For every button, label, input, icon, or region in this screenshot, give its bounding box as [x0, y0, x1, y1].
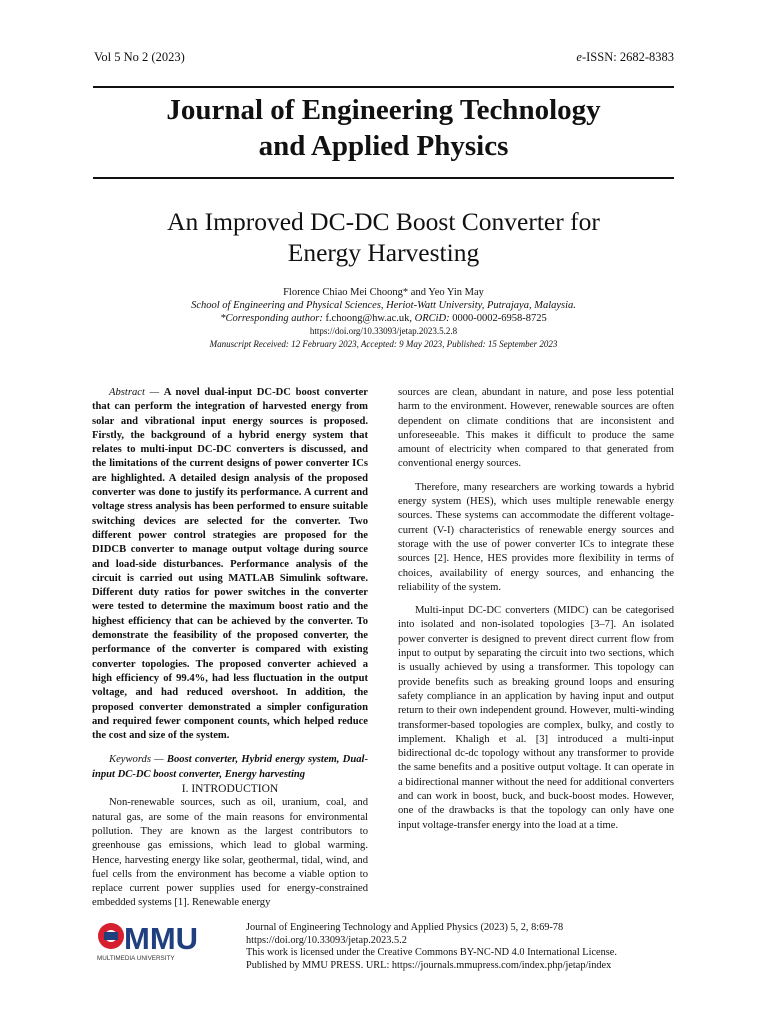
bottom-rule — [93, 177, 674, 179]
affiliation: School of Engineering and Physical Sciences, Heriot-Watt University, Putrajaya, Malaysia. — [191, 300, 576, 311]
journal-title-line1: Journal of Engineering Technology — [166, 94, 601, 126]
footer-citation: Journal of Engineering Technology and Applied Physics (2023) 5, 2, 8:69-78 — [246, 922, 564, 933]
issn-number: -ISSN: 2682-8383 — [581, 50, 674, 64]
top-rule — [93, 86, 674, 88]
abstract-text: A novel dual-input DC-DC boost converter that can perform the integration of harvested energy from solar and vibrational input energy sources is proposed. Firstly, the background of a hybrid energy system that relates to multi-input DC-DC converters is discussed, and the limitations of the current designs of power converter ICs are highlighted. A detailed design analysis of the proposed converter was done to justify its performance. A current and voltage stress analysis has been performed to ensure suitable switching devices are selected for the converter. Two different power control strategies are proposed for the DIDCB converter to manage output voltage during source and load-side disturbances. Performance analysis of the circuit is carried out using MATLAB Simulink software. Different duty ratios for power switches in the converter were tested to determine the maximum boost ratio and the highest efficiency that can be achieved by the converter. To demonstrate the feasibility of the proposed converter, the performance of the converter is compared with existing converter topologies. The proposed converter achieved a high efficiency of 99.4%, had less fluctuation in the output voltage, and had reduced overshoot. In addition, the proposed converter demonstrated a simpler configuration and required fewer component counts, which helped reduce the cost and size of the system. — [92, 387, 368, 742]
orcid-label: ORCiD: — [414, 313, 450, 324]
abstract-lead: Abstract — — [109, 387, 164, 398]
issn-info — [576, 50, 674, 65]
section-heading-introduction: I. INTRODUCTION — [181, 783, 279, 796]
article-title-line2: Energy Harvesting — [287, 238, 480, 267]
footer-license: This work is licensed under the Creative Commons BY-NC-ND 4.0 International License. — [246, 947, 617, 959]
journal-title-line2: and Applied Physics — [258, 130, 509, 162]
logo-wordmark: MMU — [124, 921, 199, 956]
orcid-id[interactable]: 0000-0002-6958-8725 — [449, 313, 547, 324]
corresponding-label: *Corresponding author: — [220, 313, 323, 324]
keywords-text: Boost converter, Hybrid energy system, Dual-input DC-DC boost converter, Energy harvesting — [92, 754, 368, 780]
keywords — [92, 753, 368, 782]
intro-paragraph-1-continued: sources are clean, abundant in nature, and pose less potential harm to the environment. However, renewable sources are often dependent on climate conditions that are inconsistent and unforeseeable. This makes it difficult to produce the same amount of electricity when compared to that generated from conventional energy sources. — [398, 387, 674, 470]
intro-paragraph-3: Multi-input DC-DC converters (MIDC) can be categorised into isolated and non-isolated topologies [3–7]. An isolated power converter is designed to prevent direct current flow from input to output by separating the circuit into two sections, which is usually achieved by using a transformer. This topology can provide benefits such as breaking ground loops and ensuring safety compliance in an application by having input and output return to their own independent ground. However, multi-winding transformer-based topologies are complex, bulky, and costly to implement. Khaligh et al. [3] introduced a multi-input bidirectional dc-dc topology without any transformer to provide the same benefits and a positive output voltage. It can operate in a bidirectional manner without the need for additional converters and can work in boost, buck, and buck-boost modes. However, one of the drawbacks is that the topology can only have one input voltage-transfer energy into the load at a time. — [398, 605, 674, 831]
author-block — [93, 286, 674, 351]
manuscript-dates: Manuscript Received: 12 February 2023, Accepted: 9 May 2023, Published: 15 September 2023 — [209, 339, 558, 349]
issn-prefix: e — [576, 50, 582, 64]
mmu-logo — [95, 918, 219, 964]
volume-info: Vol 5 No 2 (2023) — [94, 50, 185, 64]
right-column — [398, 386, 674, 833]
article-title — [93, 206, 674, 268]
logo-subtitle: MULTIMEDIA UNIVERSITY — [97, 955, 175, 962]
article-title-line1: An Improved DC-DC Boost Converter for — [167, 207, 600, 236]
corresponding-email[interactable]: f.choong@hw.ac.uk, — [322, 313, 415, 324]
article-doi[interactable]: https://doi.org/10.33093/jetap.2023.5.2.8 — [309, 326, 458, 336]
intro-paragraph-1: Non-renewable sources, such as oil, uranium, coal, and natural gas, are some of the main reasons for environmental pollution. They are known as the largest contributors to greenhouse gas emissions, which lead to global warming. Hence, harvesting energy like solar, geothermal, tidal, wind, and fuel cells from the environment has become a viable option to replace current power supplies used for energy-constrained embedded systems [1]. Renewable energy — [92, 797, 368, 909]
footer — [246, 922, 676, 972]
footer-publisher[interactable]: Published by MMU PRESS. URL: https://journals.mmupress.com/index.php/jetap/index — [246, 959, 612, 971]
intro-paragraph-2: Therefore, many researchers are working towards a hybrid energy system (HES), which uses multiple renewable energy sources. These systems can accommodate the different voltage-current (V-I) characteristics of renewable energy sources and storage with the use of power converter ICs to integrate these sources [2]. Hence, HES provides more flexibility in terms of choices, availability of energy sources, and enhancing the reliability of the system. — [398, 481, 674, 593]
abstract — [92, 386, 368, 743]
footer-doi[interactable]: https://doi.org/10.33093/jetap.2023.5.2 — [246, 934, 407, 946]
left-column — [92, 386, 368, 911]
journal-title — [93, 92, 674, 164]
authors: Florence Chiao Mei Choong* and Yeo Yin May — [283, 287, 484, 298]
keywords-lead: Keywords — — [109, 754, 167, 766]
corresponding-line — [93, 312, 674, 325]
